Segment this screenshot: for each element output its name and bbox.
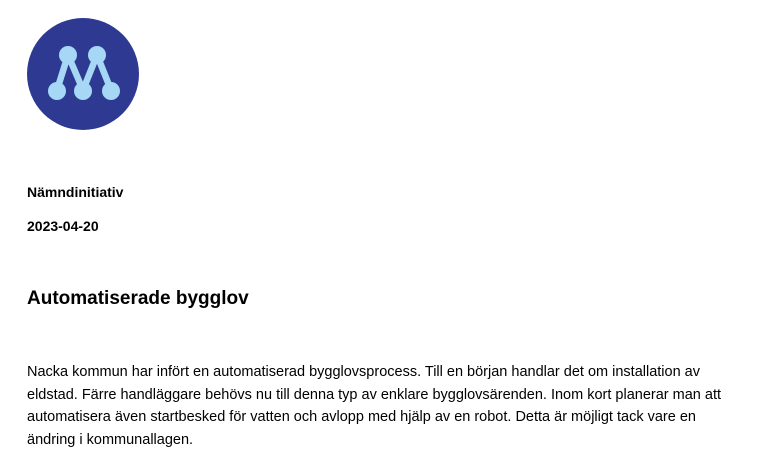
logo-graphic (27, 18, 139, 130)
logo-background (27, 18, 139, 130)
document-date: 2023-04-20 (27, 218, 99, 234)
document-title: Automatiserade bygglov (27, 288, 249, 309)
document-body-paragraph: Nacka kommun har infört en automatiserad bygglovsprocess. Till en början handlar det om installation av eldstad. Färre handläggare behövs nu till denna typ av enklare bygglovsärenden. Inom kort planerar man att automatisera även startbesked för vatten och avlopp med hjälp av en robot. Detta är möjligt tack vare en ändring i kommunallagen. (27, 364, 722, 449)
document-type-label: Nämndinitiativ (27, 184, 124, 200)
moderaterna-logo-icon (27, 18, 139, 130)
